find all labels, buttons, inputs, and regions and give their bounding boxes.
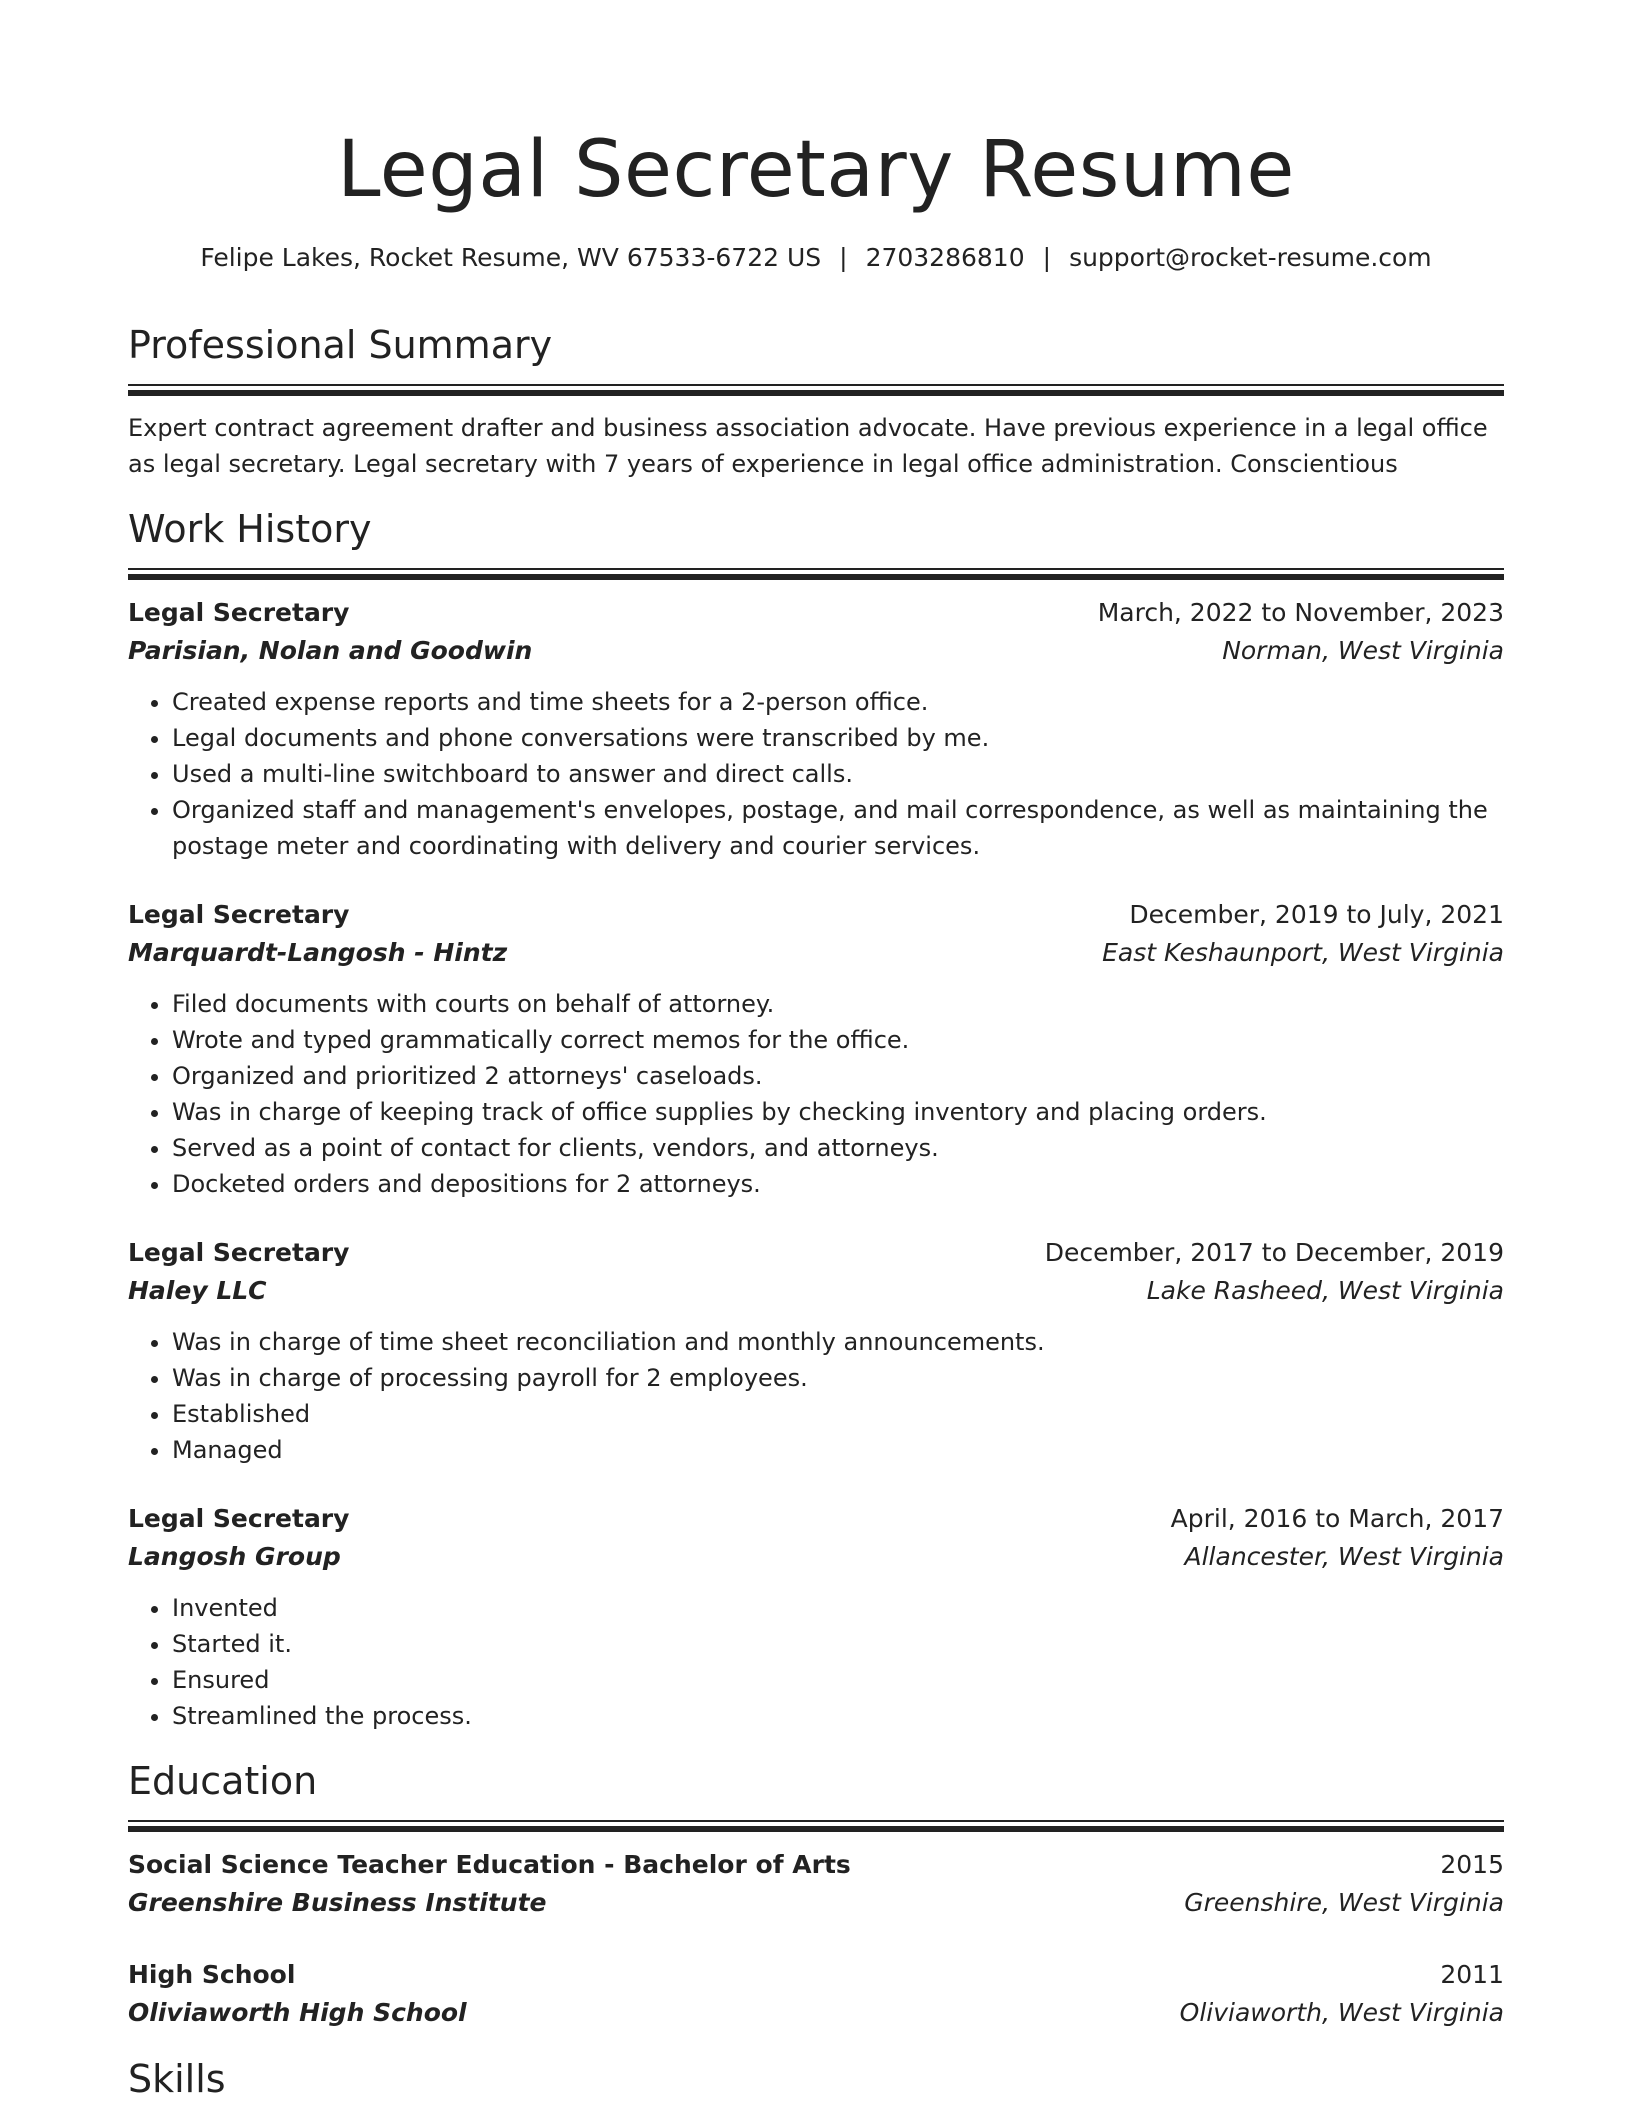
job-subheader bbox=[128, 1538, 1504, 1576]
job-role: Legal Secretary bbox=[128, 900, 350, 929]
section-divider bbox=[128, 384, 1504, 396]
education-entry bbox=[128, 1846, 1504, 1922]
education-location: Greenshire, West Virginia bbox=[1184, 1888, 1504, 1917]
resume-title: Legal Secretary Resume bbox=[337, 125, 1295, 215]
education-location: Oliviaworth, West Virginia bbox=[1179, 1998, 1504, 2027]
list-item: • Used a multi-line switchboard to answer and direct calls. bbox=[172, 756, 1504, 792]
list-item: • Legal documents and phone conversations were transcribed by me. bbox=[172, 720, 1504, 756]
job-subheader bbox=[128, 1272, 1504, 1310]
job-header bbox=[128, 1500, 1504, 1538]
job-location: East Keshaunport, West Virginia bbox=[1102, 938, 1504, 967]
job-bullets bbox=[128, 1324, 1504, 1468]
skills-section bbox=[128, 2054, 1504, 2104]
section-title-work-history: Work History bbox=[128, 507, 372, 551]
job-location: Lake Rasheed, West Virginia bbox=[1146, 1276, 1504, 1305]
list-item: • Filed documents with courts on behalf of attorney. bbox=[172, 986, 1504, 1022]
education-year: 2015 bbox=[1440, 1850, 1504, 1879]
list-item: • Started it. bbox=[172, 1626, 1504, 1662]
job-dates: April, 2016 to March, 2017 bbox=[1170, 1504, 1504, 1533]
list-item: • Was in charge of time sheet reconciliation and monthly announcements. bbox=[172, 1324, 1504, 1360]
job-entry bbox=[128, 1500, 1504, 1734]
job-company: Parisian, Nolan and Goodwin bbox=[128, 636, 533, 665]
section-divider bbox=[128, 568, 1504, 580]
summary-text: Expert contract agreement drafter and business association advocate. Have previous experience in a legal office as legal secretary. Legal secretary with 7 years of experience in legal office administration. Conscientious bbox=[128, 414, 1488, 478]
contact-separator: | bbox=[1042, 243, 1052, 272]
job-header bbox=[128, 896, 1504, 934]
job-company: Haley LLC bbox=[128, 1276, 267, 1305]
education-degree: Social Science Teacher Education - Bachelor of Arts bbox=[128, 1850, 851, 1879]
education-header bbox=[128, 1956, 1504, 1994]
job-dates: December, 2017 to December, 2019 bbox=[1044, 1238, 1504, 1267]
list-item: • Wrote and typed grammatically correct memos for the office. bbox=[172, 1022, 1504, 1058]
list-item: • Organized staff and management's envelopes, postage, and mail correspondence, as well as maintaining the postage meter and coordinating with delivery and courier services. bbox=[172, 792, 1504, 864]
list-item: • Was in charge of keeping track of office supplies by checking inventory and placing orders. bbox=[172, 1094, 1504, 1130]
job-dates: December, 2019 to July, 2021 bbox=[1129, 900, 1504, 929]
section-title-skills: Skills bbox=[128, 2057, 226, 2101]
job-role: Legal Secretary bbox=[128, 1238, 350, 1267]
job-entry bbox=[128, 1234, 1504, 1468]
list-item: • Created expense reports and time sheets for a 2-person office. bbox=[172, 684, 1504, 720]
contact-phone: 2703286810 bbox=[865, 243, 1025, 272]
work-history-section bbox=[128, 504, 1504, 1734]
list-item: • Ensured bbox=[172, 1662, 1504, 1698]
job-header bbox=[128, 594, 1504, 632]
job-subheader bbox=[128, 934, 1504, 972]
contact-separator: | bbox=[839, 243, 848, 272]
education-subheader bbox=[128, 1884, 1504, 1922]
job-header bbox=[128, 1234, 1504, 1272]
job-location: Norman, West Virginia bbox=[1222, 636, 1504, 665]
job-bullets bbox=[128, 684, 1504, 864]
section-title-summary: Professional Summary bbox=[128, 323, 553, 367]
education-entry bbox=[128, 1956, 1504, 2032]
contact-line bbox=[128, 240, 1504, 276]
education-year: 2011 bbox=[1440, 1960, 1504, 1989]
job-company: Langosh Group bbox=[128, 1542, 341, 1571]
list-item: • Docketed orders and depositions for 2 attorneys. bbox=[172, 1166, 1504, 1202]
education-header bbox=[128, 1846, 1504, 1884]
job-bullets bbox=[128, 986, 1504, 1202]
list-item: • Streamlined the process. bbox=[172, 1698, 1504, 1734]
education-school: Oliviaworth High School bbox=[128, 1998, 467, 2027]
contact-email[interactable]: support@rocket-resume.com bbox=[1069, 243, 1432, 272]
education-school: Greenshire Business Institute bbox=[128, 1888, 547, 1917]
list-item: • Invented bbox=[172, 1590, 1504, 1626]
education-degree: High School bbox=[128, 1960, 296, 1989]
section-title-education: Education bbox=[128, 1759, 318, 1803]
list-item: • Established bbox=[172, 1396, 1504, 1432]
contact-address: Felipe Lakes, Rocket Resume, WV 67533-6722 US bbox=[200, 243, 822, 272]
job-bullets bbox=[128, 1590, 1504, 1734]
education-subheader bbox=[128, 1994, 1504, 2032]
list-item: • Organized and prioritized 2 attorneys' caseloads. bbox=[172, 1058, 1504, 1094]
job-dates: March, 2022 to November, 2023 bbox=[1097, 598, 1504, 627]
job-role: Legal Secretary bbox=[128, 598, 350, 627]
education-section bbox=[128, 1756, 1504, 2032]
resume-page bbox=[128, 0, 1504, 2104]
list-item: • Served as a point of contact for clients, vendors, and attorneys. bbox=[172, 1130, 1504, 1166]
job-entry bbox=[128, 896, 1504, 1202]
job-role: Legal Secretary bbox=[128, 1504, 350, 1533]
job-company: Marquardt-Langosh - Hintz bbox=[128, 938, 508, 967]
job-entry bbox=[128, 594, 1504, 864]
job-location: Allancester, West Virginia bbox=[1184, 1542, 1504, 1571]
section-divider bbox=[128, 1820, 1504, 1832]
job-subheader bbox=[128, 632, 1504, 670]
summary-section bbox=[128, 320, 1504, 482]
list-item: • Was in charge of processing payroll for 2 employees. bbox=[172, 1360, 1504, 1396]
list-item: • Managed bbox=[172, 1432, 1504, 1468]
